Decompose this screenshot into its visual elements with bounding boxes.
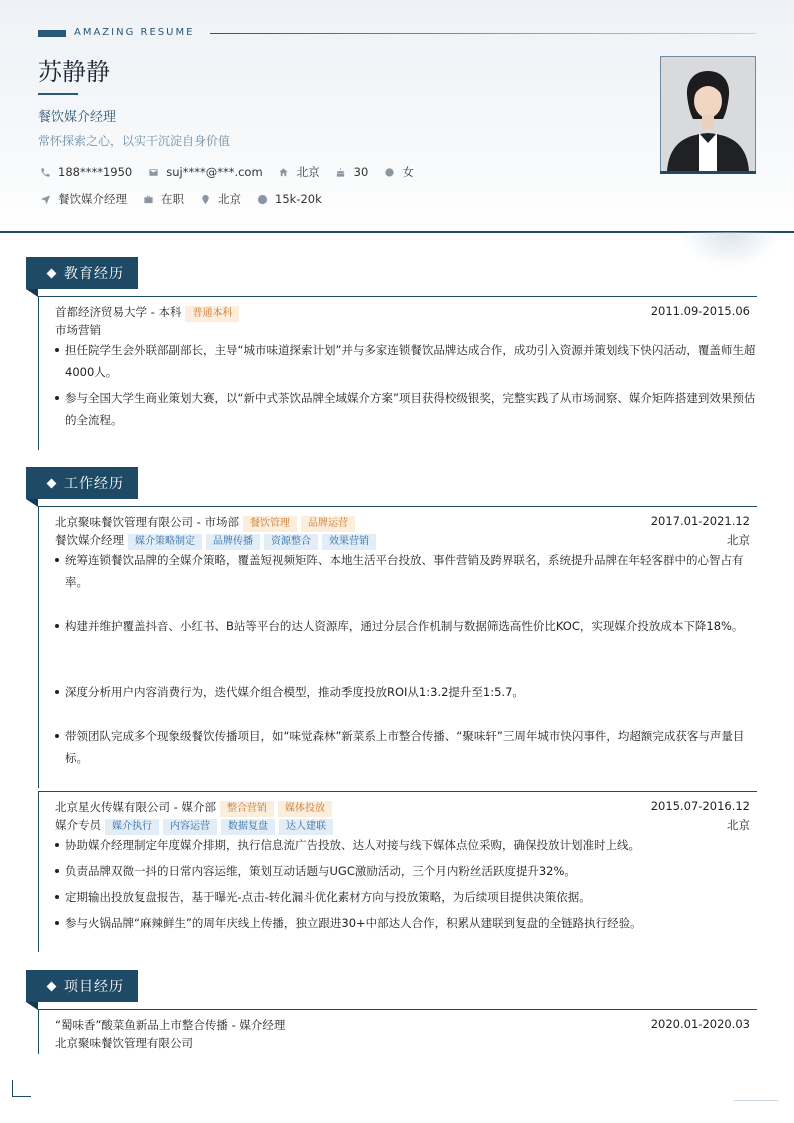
diamond-icon	[47, 268, 57, 278]
residence-text: 北京	[296, 165, 320, 179]
work-date: 2015.07-2016.12	[650, 799, 750, 813]
skill-tag: 数据复盘	[221, 819, 275, 835]
work-bullet: 协助媒介经理制定年度媒介排期，执行信息流广告投放、达人对接与线下媒体点位采购，确保投放计划准时上线。	[55, 834, 761, 856]
company-name: 北京聚味餐饮管理有限公司 - 市场部	[55, 515, 239, 529]
resume-tagline: AMAZING RESUME	[74, 27, 195, 38]
name-underline	[38, 93, 78, 95]
work-bullet: 深度分析用户内容消费行为，迭代媒介组合模型，推动季度投放ROI从1:3.2提升至1:5.7。	[55, 681, 761, 703]
page-corner-mark	[12, 1080, 31, 1097]
contact-info-row	[38, 164, 428, 180]
decorative-glow	[680, 232, 780, 268]
project-date: 2020.01-2020.03	[650, 1017, 750, 1031]
education-date: 2011.09-2015.06	[650, 304, 750, 318]
status-text: 在职	[161, 192, 184, 206]
diamond-icon	[47, 478, 57, 488]
skill-tag: 效果营销	[322, 534, 376, 550]
industry-tag: 整合营销	[220, 801, 274, 817]
salary-text: 15k-20k	[275, 192, 322, 206]
skill-tag: 达人建联	[279, 819, 333, 835]
info-email	[146, 165, 262, 179]
location-pin-icon	[198, 192, 212, 206]
education-bullet: 参与全国大学生商业策划大赛，以“新中式茶饮品牌全域媒介方案”项目获得校级银奖，完整实践了从市场洞察、媒介矩阵搭建到效果预估的全流程。	[55, 387, 761, 431]
cake-icon	[334, 165, 348, 179]
section-header-education	[26, 257, 138, 289]
mail-icon	[146, 165, 160, 179]
role-name: 媒介专员	[55, 818, 101, 832]
info-residence	[277, 164, 320, 180]
degree-tag: 普通本科	[185, 306, 239, 322]
project-header	[55, 1017, 750, 1033]
target-role-text: 餐饮媒介经理	[58, 192, 127, 206]
industry-tag: 餐饮管理	[243, 516, 297, 532]
tagline-rule	[210, 33, 756, 34]
send-icon	[38, 192, 52, 206]
project-name: “蜀味香”酸菜鱼新品上市整合传播 - 媒介经理	[55, 1018, 286, 1032]
candidate-title: 餐饮媒介经理	[38, 110, 117, 125]
target-city-text: 北京	[218, 192, 241, 206]
portrait-image	[661, 57, 755, 171]
work-role-line	[55, 532, 750, 550]
section-fold	[26, 499, 38, 507]
section-fold	[26, 289, 38, 297]
major-name: 市场营销	[55, 323, 101, 337]
education-major-line	[55, 322, 750, 338]
industry-tag: 媒体投放	[278, 801, 332, 817]
info-gender	[382, 164, 414, 180]
home-icon	[277, 165, 291, 179]
education-header	[55, 304, 750, 322]
email-text: suj****@***.com	[166, 165, 263, 179]
company-name: 北京星火传媒有限公司 - 媒介部	[55, 800, 216, 814]
school-name: 首都经济贸易大学 - 本科	[55, 305, 182, 319]
work-city: 北京	[727, 533, 750, 547]
age-text: 30	[353, 165, 369, 179]
gender-icon	[382, 165, 396, 179]
skill-tag: 资源整合	[264, 534, 318, 550]
phone-text: 188****1950	[58, 165, 133, 179]
gender-text: 女	[402, 165, 414, 179]
info-target-role	[38, 191, 127, 207]
section-header-project	[26, 970, 138, 1002]
info-phone	[38, 165, 132, 179]
page-footer-rule	[734, 1100, 778, 1101]
work-bullet: 带领团队完成多个现象级餐饮传播项目，如“味觉森林”新菜系上市整合传播、“聚味轩”三周年城市快闪事件，均超额完成获客与声量目标。	[55, 725, 761, 769]
project-company-line	[55, 1035, 750, 1051]
skill-tag: 媒介策略制定	[128, 534, 202, 550]
section-title: 教育经历	[64, 266, 124, 282]
header-divider	[0, 231, 794, 233]
profile-photo	[660, 56, 756, 172]
role-name: 餐饮媒介经理	[55, 533, 124, 547]
salary-icon	[255, 192, 269, 206]
work-date: 2017.01-2021.12	[650, 514, 750, 528]
section-title: 工作经历	[64, 476, 124, 492]
work-header	[55, 799, 750, 817]
phone-icon	[38, 165, 52, 179]
briefcase-icon	[141, 192, 155, 206]
work-bullet: 负责品牌双微一抖的日常内容运维，策划互动话题与UGC激励活动，三个月内粉丝活跃度提升32%。	[55, 860, 761, 882]
work-bullet: 构建并维护覆盖抖音、小红书、B站等平台的达人资源库，通过分层合作机制与数据筛选高性价比KOC，实现媒介投放成本下降18%。	[55, 615, 761, 637]
project-company: 北京聚味餐饮管理有限公司	[55, 1036, 193, 1050]
education-bullet: 担任院学生会外联部副部长，主导“城市味道探索计划”并与多家连锁餐饮品牌达成合作，成功引入资源并策划线下快闪活动，覆盖师生超4000人。	[55, 339, 761, 383]
section-header-work	[26, 467, 138, 499]
tagline-accent-block	[38, 30, 66, 37]
info-status	[141, 191, 184, 207]
candidate-motto: 常怀探索之心，以实干沉淀自身价值	[38, 134, 231, 148]
work-bullet: 定期输出投放复盘报告，基于曝光-点击-转化漏斗优化素材方向与投放策略，为后续项目提供决策依据。	[55, 886, 761, 908]
work-city: 北京	[727, 818, 750, 832]
section-fold	[26, 1002, 38, 1010]
work-header	[55, 514, 750, 532]
work-bullet: 参与火锅品牌“麻辣鲜生”的周年庆线上传播，独立跟进30+中部达人合作，积累从建联到复盘的全链路执行经验。	[55, 912, 761, 934]
info-target-city	[198, 191, 241, 207]
work-bullet: 统筹连锁餐饮品牌的全媒介策略，覆盖短视频矩阵、本地生活平台投放、事件营销及跨界联名，系统提升品牌在年轻客群中的心智占有率。	[55, 549, 761, 593]
section-title: 项目经历	[64, 979, 124, 995]
skill-tag: 品牌传播	[206, 534, 260, 550]
industry-tag: 品牌运营	[301, 516, 355, 532]
candidate-name: 苏静静	[38, 58, 110, 86]
info-age	[334, 165, 369, 179]
skill-tag: 内容运营	[163, 819, 217, 835]
work-role-line	[55, 817, 750, 835]
diamond-icon	[47, 981, 57, 991]
skill-tag: 媒介执行	[105, 819, 159, 835]
career-info-row	[38, 191, 336, 207]
photo-accent-bar	[660, 171, 756, 174]
info-salary	[255, 192, 322, 206]
